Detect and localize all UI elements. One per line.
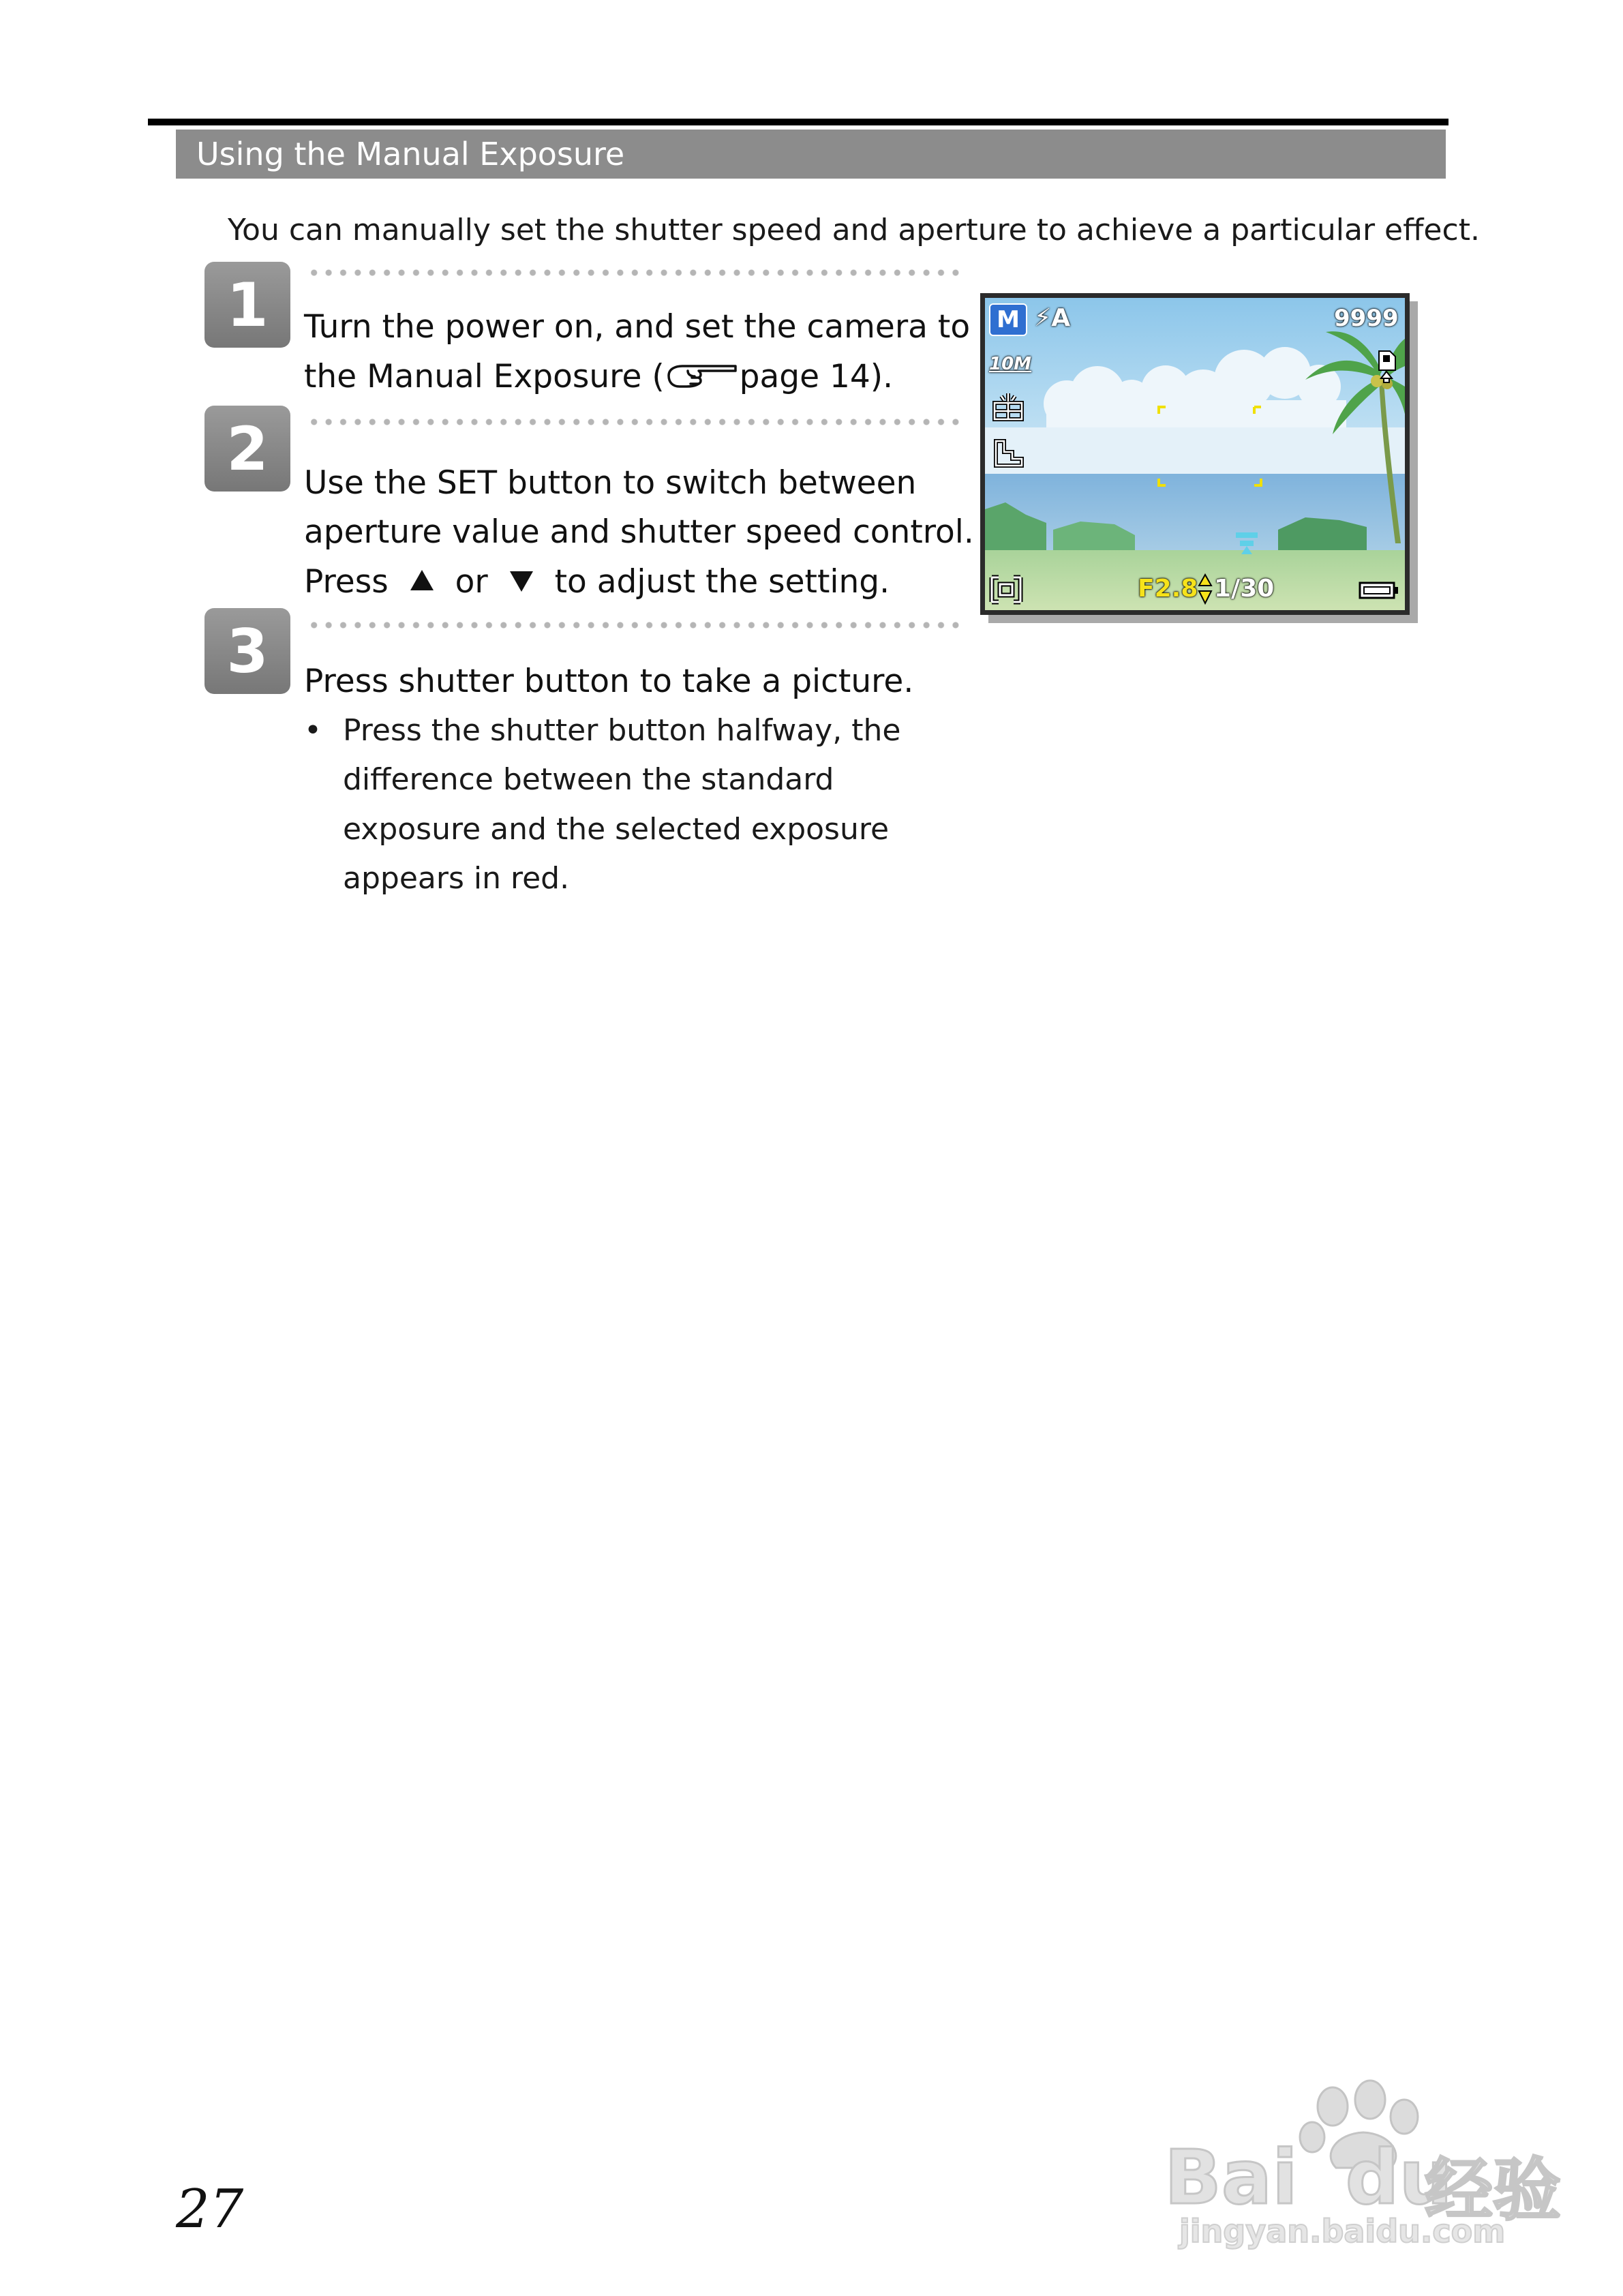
step-3-line-1: Press shutter button to take a picture. [304,663,914,700]
intro-text: You can manually set the shutter speed and aperture to achieve a particular effect. [228,213,1480,247]
or-label: or [455,563,488,601]
press-label: Press [304,563,389,601]
step-number-3: 3 [204,608,290,694]
shutter-value: 1/30 [1214,575,1275,603]
step-divider [307,269,961,276]
step-1-line-2 [304,352,893,404]
step-number-2: 2 [204,406,290,492]
up-triangle-icon [408,560,436,609]
step-2-line-1: Use the SET button to switch between [304,464,917,502]
step-1-line-2-a: the Manual Exposure ( [304,358,665,395]
step-number-1: 1 [204,262,290,348]
bullet-line-4: appears in red. [343,861,570,896]
bullet-line-1: Press the shutter button halfway, the [343,713,901,748]
watermark-url: jingyan.baidu.com [1179,2213,1506,2250]
step-divider [307,622,961,629]
card-icon [1375,350,1398,384]
step-divider [307,419,961,425]
adjust-label: to adjust the setting. [554,563,890,601]
page-number: 27 [176,2179,244,2240]
step-2-line-2: aperture value and shutter speed control. [304,513,974,551]
top-rule [148,119,1448,125]
shots-remaining: 9999 [1334,305,1399,332]
exposure-arrows-icon [1233,528,1260,556]
down-triangle-icon [508,560,535,609]
mode-badge: M [989,303,1027,336]
step-1-line-2-b: page 14). [739,358,894,395]
section-title: Using the Manual Exposure [196,136,625,172]
adjust-arrows-icon [1198,573,1213,605]
lcd-viewfinder [985,298,1405,610]
beach-scene [985,298,1405,610]
metering-icon [992,438,1025,468]
bullet-line-3: exposure and the selected exposure [343,812,890,847]
flash-auto-icon: ⚡A [1034,304,1071,332]
step-2-line-3 [304,558,890,609]
watermark-brand: Bai du [1164,2134,1453,2221]
hand-pointer-icon [665,354,740,404]
aperture-value: F2.8 [1138,575,1198,603]
bullet-line-2: difference between the standard [343,762,834,797]
watermark-cn: 经验 [1425,2150,1561,2230]
section-header [176,130,1446,179]
resolution-icon: 10M [989,354,1032,374]
step-1-line-1: Turn the power on, and set the camera to [304,308,971,346]
camera-lcd-screen [980,293,1410,615]
focus-frame-icon [989,575,1023,605]
baidu-watermark [1159,2079,1581,2250]
bullet-icon: • [304,713,322,748]
battery-icon [1359,580,1399,601]
white-balance-icon [992,392,1025,422]
